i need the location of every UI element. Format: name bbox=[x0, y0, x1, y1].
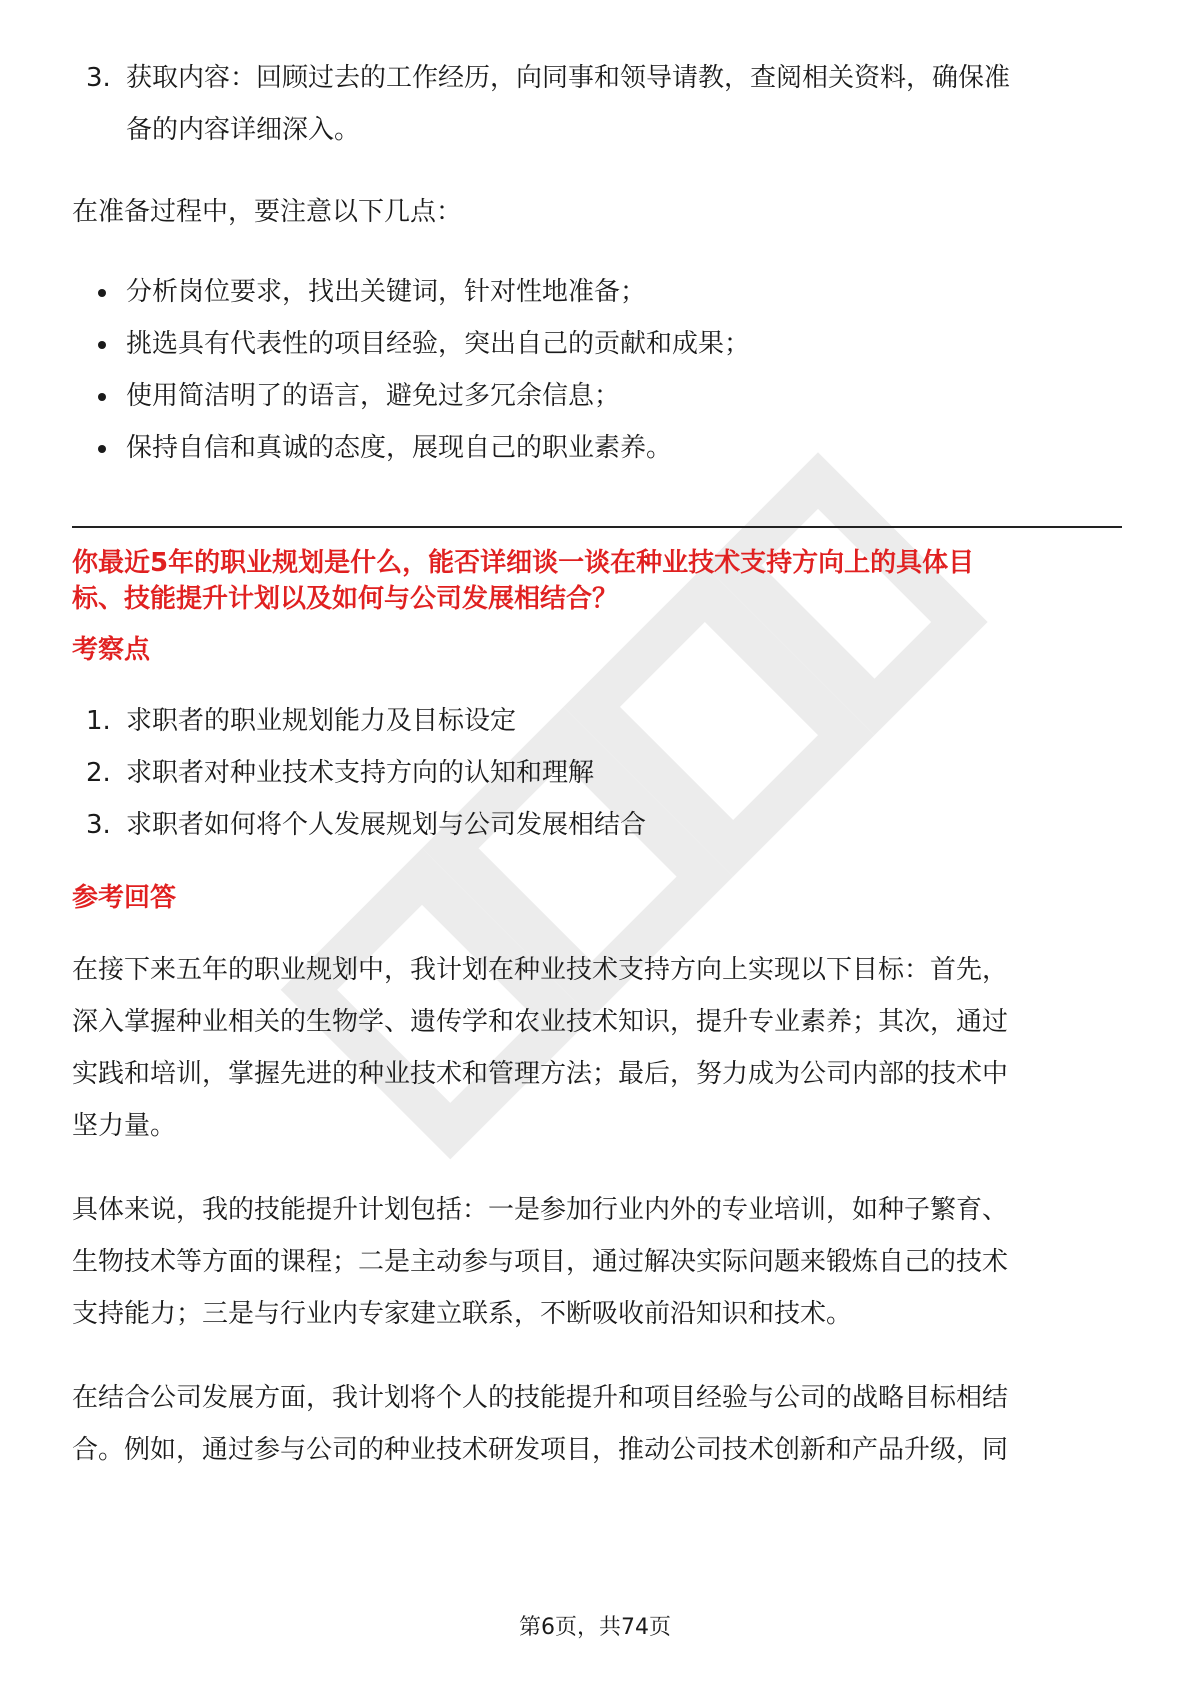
paragraph-line: 在结合公司发展方面，我计划将个人的技能提升和项目经验与公司的战略目标相结 bbox=[72, 1383, 1009, 1413]
paragraph-line: 深入掌握种业相关的生物学、遗传学和农业技术知识，提升专业素养；其次，通过 bbox=[72, 1007, 1009, 1037]
list-text-line: 获取内容：回顾过去的工作经历，向同事和领导请教，查阅相关资料，确保准 bbox=[126, 63, 1011, 93]
list-text: 求职者的职业规划能力及目标设定 bbox=[126, 706, 517, 736]
paragraph-line: 实践和培训，掌握先进的种业技术和管理方法；最后，努力成为公司内部的技术中 bbox=[72, 1059, 1009, 1089]
list-text-line: 备的内容详细深入。 bbox=[126, 115, 361, 145]
answer-paragraph bbox=[72, 944, 1122, 1152]
points-list bbox=[72, 695, 1122, 851]
paragraph-line: 具体来说，我的技能提升计划包括：一是参加行业内外的专业培训，如种子繁育、 bbox=[72, 1195, 1009, 1225]
list-item bbox=[72, 52, 1176, 156]
list-item bbox=[72, 747, 1122, 799]
question-line: 你最近5年的职业规划是什么，能否详细谈一谈在种业技术支持方向上的具体目 bbox=[72, 548, 975, 578]
section-divider bbox=[72, 526, 1122, 528]
bullet-item: 分析岗位要求，找出关键词，针对性地准备； bbox=[72, 266, 1122, 318]
paragraph-line: 生物技术等方面的课程；二是主动参与项目，通过解决实际问题来锻炼自己的技术 bbox=[72, 1247, 1009, 1277]
prep-bullet-list bbox=[72, 266, 1122, 474]
list-number: 1. bbox=[86, 706, 111, 736]
paragraph-line: 在接下来五年的职业规划中，我计划在种业技术支持方向上实现以下目标：首先， bbox=[72, 955, 1009, 985]
list-number: 2. bbox=[86, 758, 111, 788]
prep-intro: 在准备过程中，要注意以下几点： bbox=[72, 197, 463, 227]
answer-paragraph bbox=[72, 1372, 1122, 1476]
list-number: 3. bbox=[86, 63, 111, 93]
bullet-item: 挑选具有代表性的项目经验，突出自己的贡献和成果； bbox=[72, 318, 1122, 370]
points-heading: 考察点 bbox=[72, 635, 151, 665]
paragraph-line: 支持能力；三是与行业内专家建立联系，不断吸收前沿知识和技术。 bbox=[72, 1299, 853, 1329]
list-number: 3. bbox=[86, 810, 111, 840]
paragraph-line: 坚力量。 bbox=[72, 1111, 177, 1141]
bullet-item: 保持自信和真诚的态度，展现自己的职业素养。 bbox=[72, 422, 1122, 474]
bullet-item: 使用简洁明了的语言，避免过多冗余信息； bbox=[72, 370, 1122, 422]
answer-paragraph bbox=[72, 1184, 1122, 1340]
list-text: 求职者对种业技术支持方向的认知和理解 bbox=[126, 758, 595, 788]
answer-heading: 参考回答 bbox=[72, 883, 177, 913]
question-title bbox=[72, 545, 1122, 617]
list-text: 求职者如何将个人发展规划与公司发展相结合 bbox=[126, 810, 647, 840]
list-item bbox=[72, 695, 1122, 747]
question-line: 标、技能提升计划以及如何与公司发展相结合？ bbox=[72, 584, 619, 614]
list-item bbox=[72, 799, 1122, 851]
paragraph-line: 合。例如，通过参与公司的种业技术研发项目，推动公司技术创新和产品升级，同 bbox=[72, 1435, 1009, 1465]
page-footer: 第6页，共74页 bbox=[519, 1615, 671, 1640]
